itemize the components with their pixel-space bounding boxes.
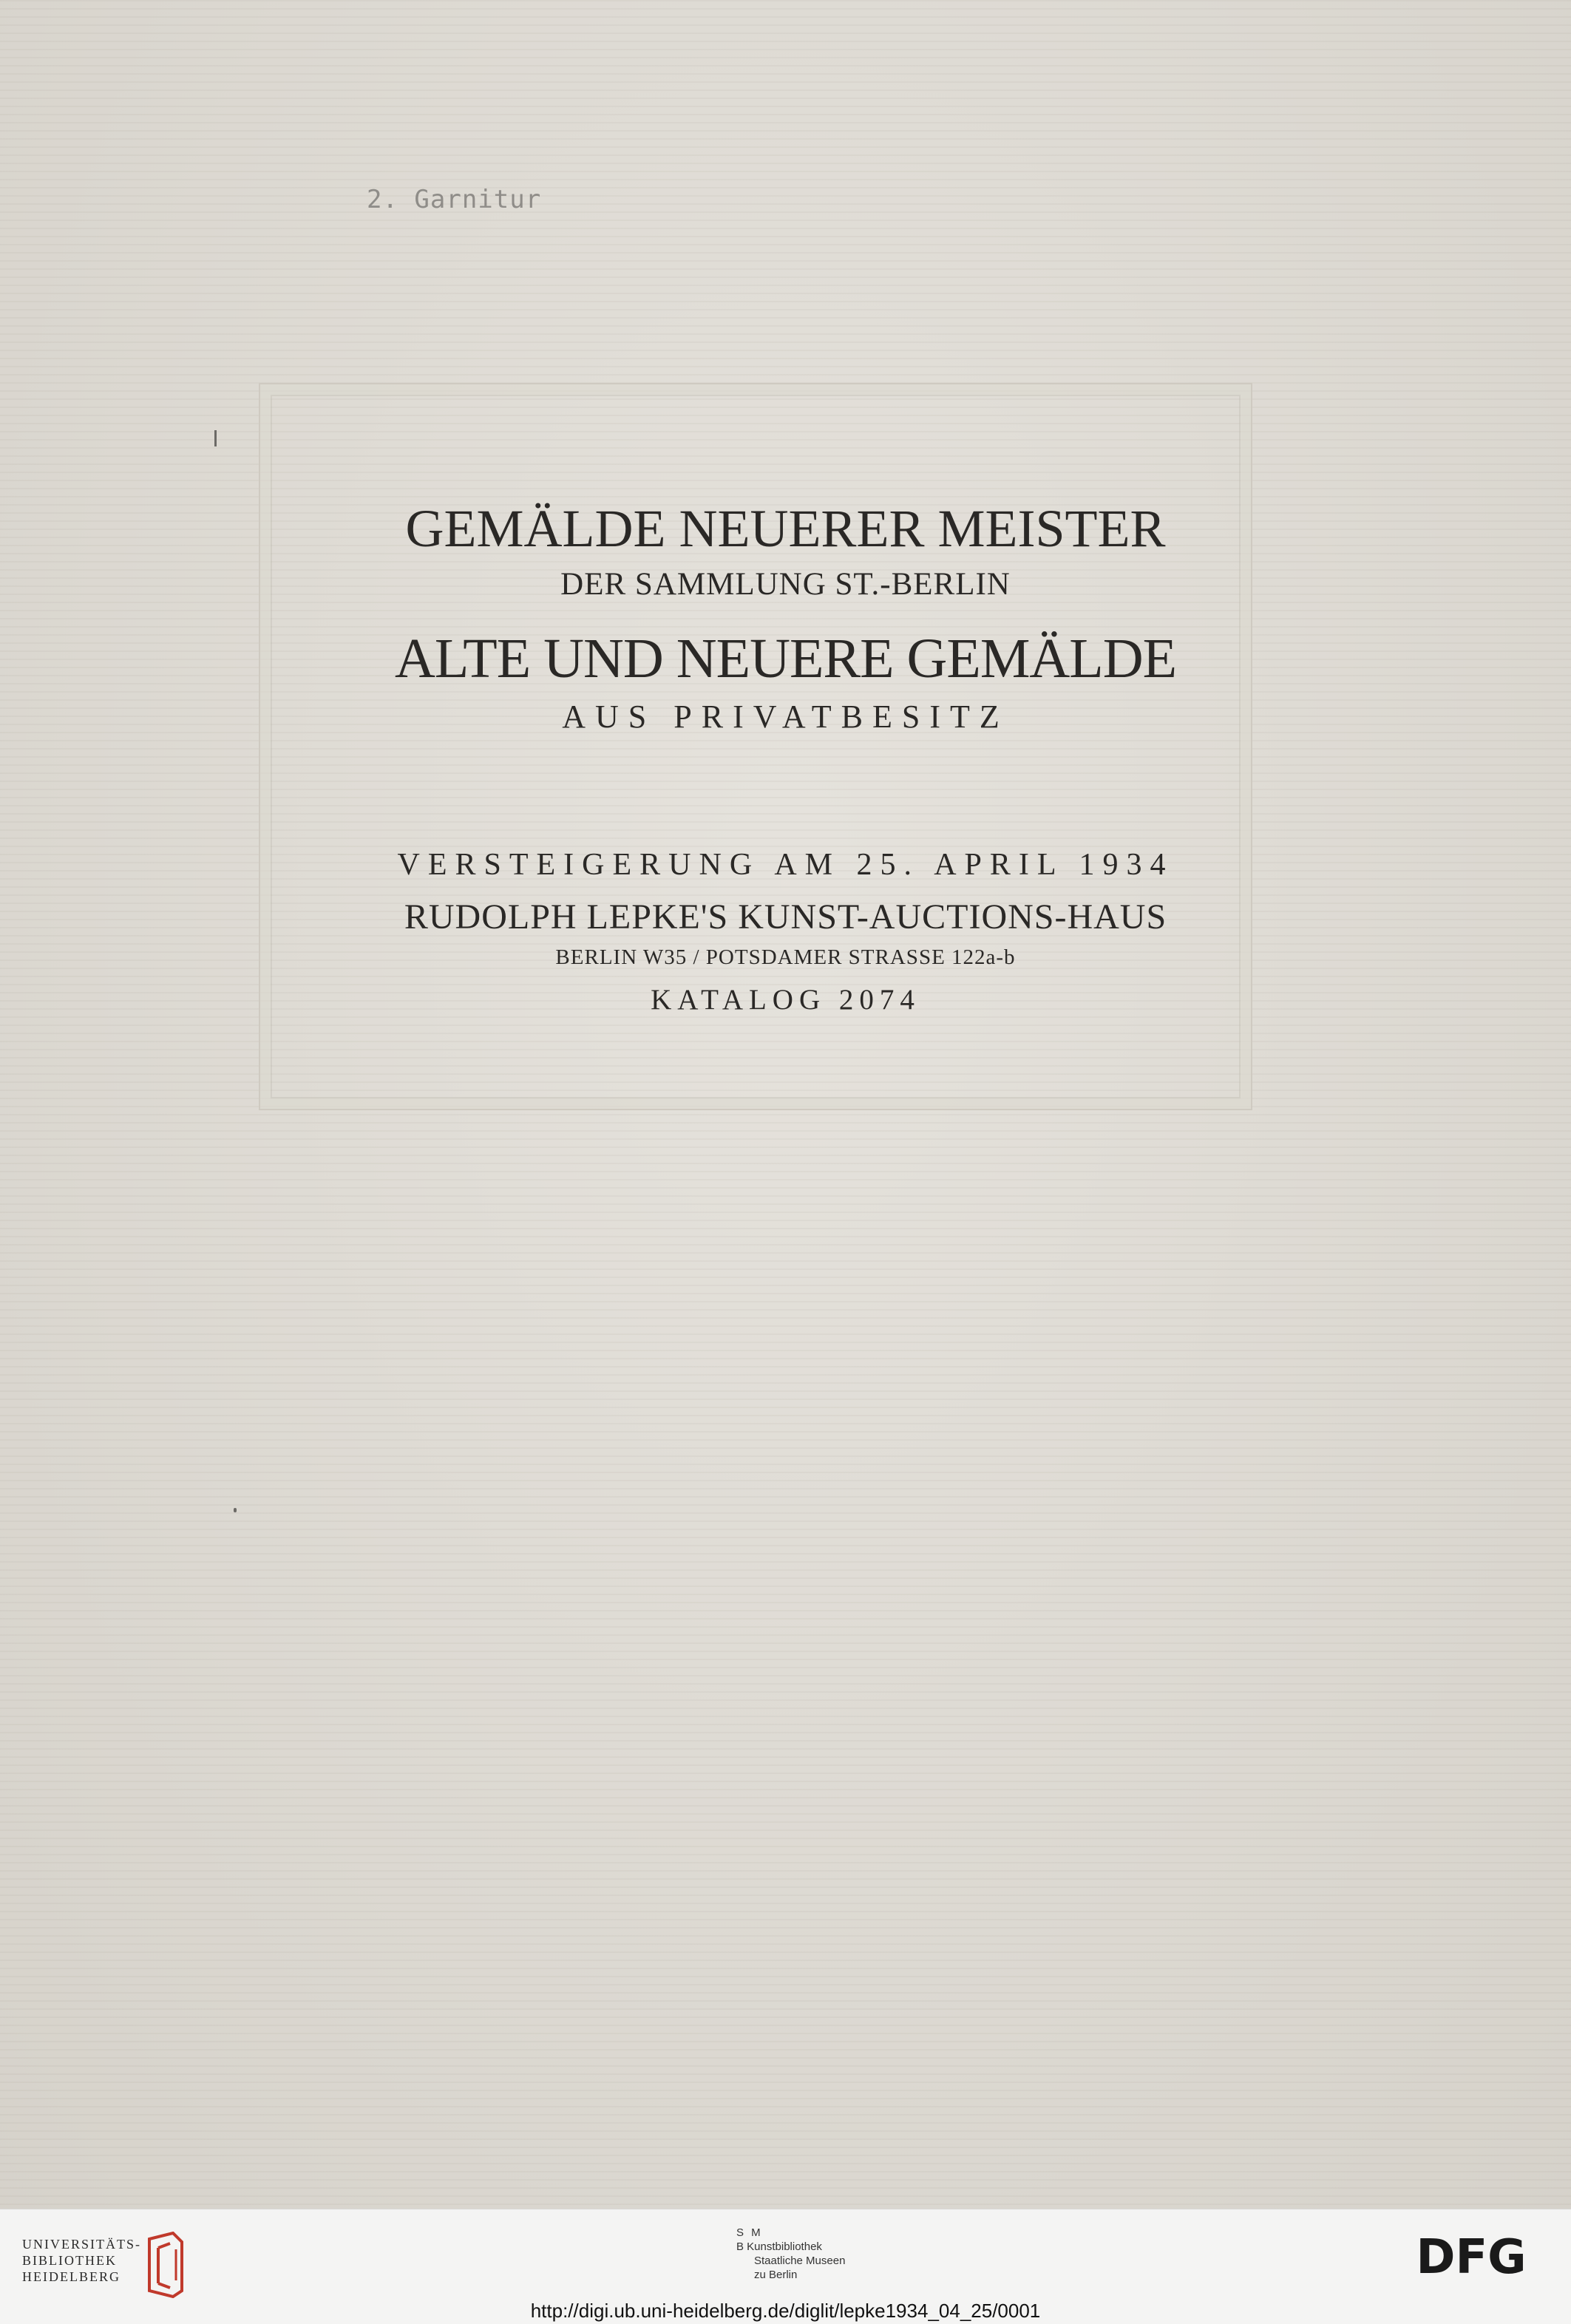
library-name-line-3: HEIDELBERG (22, 2269, 121, 2284)
viewer-footer (0, 2209, 1571, 2324)
title-line-2: DER SAMMLUNG ST.-BERLIN (560, 567, 1011, 602)
smb-line-4: zu Berlin (754, 2269, 798, 2281)
permalink-url[interactable]: http://digi.ub.uni-heidelberg.de/diglit/lepke1934_04_25/0001 (530, 2300, 1041, 2322)
library-name-line-2: BIBLIOTHEK (22, 2253, 117, 2268)
auction-address: BERLIN W35 / POTSDAMER STRASSE 122a-b (555, 945, 1016, 969)
smb-line-2: B Kunstbibliothek (736, 2240, 822, 2253)
stamp-text: 2. Garnitur (367, 185, 542, 214)
smb-line-1: S M (736, 2226, 763, 2239)
title-line-3: ALTE UND NEUERE GEMÄLDE (394, 628, 1177, 690)
library-name-line-1: UNIVERSITÄTS- (22, 2237, 141, 2252)
auction-date: VERSTEIGERUNG AM 25. APRIL 1934 (397, 848, 1174, 882)
dfg-logo-icon[interactable] (1397, 2230, 1545, 2282)
title-line-1: GEMÄLDE NEUERER MEISTER (405, 499, 1166, 558)
title-line-4: AUS PRIVATBESITZ (562, 699, 1009, 735)
ink-dot (234, 1508, 237, 1512)
dfg-logo-text: DFG (1416, 2230, 1527, 2282)
pencil-mark (214, 430, 217, 446)
ub-heidelberg-logo-icon[interactable] (143, 2232, 188, 2298)
smb-credit (736, 2226, 845, 2282)
smb-line-3: Staatliche Museen (754, 2255, 846, 2267)
catalog-number: KATALOG 2074 (651, 984, 920, 1016)
library-name[interactable] (22, 2236, 141, 2285)
auction-house: RUDOLPH LEPKE'S KUNST-AUCTIONS-HAUS (404, 897, 1167, 937)
